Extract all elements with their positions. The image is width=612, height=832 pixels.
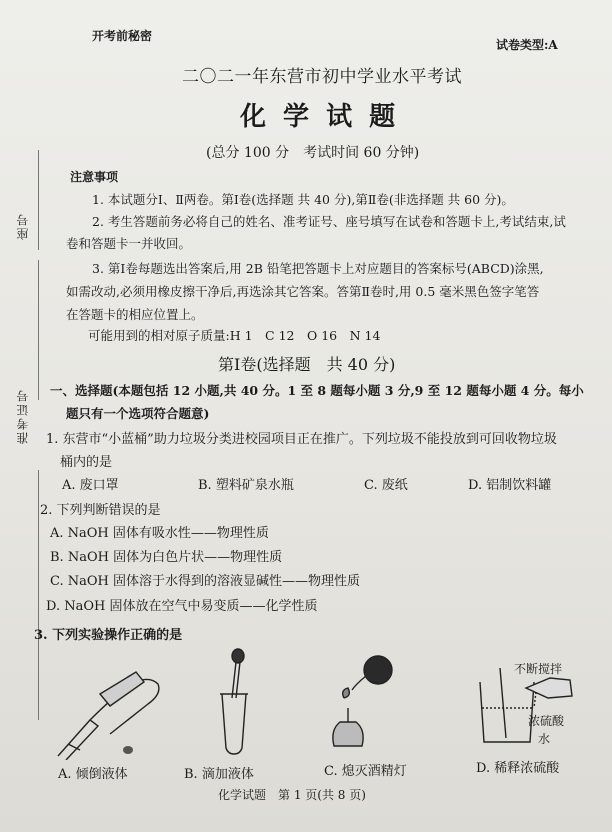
label-water: 水 <box>538 732 551 746</box>
q3-option-b: B. 滴加液体 <box>184 767 254 782</box>
margin-line-bottom <box>38 470 39 720</box>
page-footer: 化学试题 第 1 页(共 8 页) <box>218 788 366 802</box>
q3-option-a: A. 倾倒液体 <box>58 767 128 782</box>
notes-heading: 注意事项 <box>70 170 119 184</box>
note-3-line2: 如需改动,必须用橡皮擦干净后,再选涂其它答案。答第Ⅱ卷时,用 0.5 毫米黑色签字笔答 <box>66 284 540 299</box>
note-1: 1. 本试题分Ⅰ、Ⅱ两卷。第Ⅰ卷(选择题 共 40 分),第Ⅱ卷(非选择题 共 60 分)。 <box>92 192 514 207</box>
figure-dropping-liquid <box>200 648 270 758</box>
q1-stem-line1: 1. 东营市“小蓝桶”助力垃圾分类进校园项目正在推广。下列垃圾不能投放到可回收物垃圾 <box>46 432 557 447</box>
section-title: 第Ⅰ卷(选择题 共 40 分) <box>218 355 396 374</box>
label-concentrated-acid: 浓硫酸 <box>528 714 565 728</box>
figure-dilute-acid <box>470 668 580 748</box>
note-3-line3: 在答题卡的相应位置上。 <box>66 307 204 322</box>
section-intro-line1: 一、选择题(本题包括 12 小题,共 40 分。1 至 8 题每小题 3 分,9 至 12 题每小题 4 分。每小 <box>50 383 584 398</box>
subject-title: 化 学 试 题 <box>240 102 400 132</box>
figure-extinguish-lamp <box>326 650 406 750</box>
figure-pouring-liquid <box>40 660 170 760</box>
seat-label: 座号 <box>16 212 30 240</box>
q1-stem-line2: 桶内的是 <box>60 455 113 470</box>
q1-option-c: C. 废纸 <box>364 478 408 493</box>
section-intro-line2: 题只有一个选项符合题意) <box>66 406 210 421</box>
atomic-mass: 可能用到的相对原子质量:H 1 C 12 O 16 N 14 <box>88 328 381 343</box>
note-2-line2: 卷和答题卡一并收回。 <box>66 236 192 251</box>
q3-stem: 3. 下列实验操作正确的是 <box>34 628 183 643</box>
q2-option-d: D. NaOH 固体放在空气中易变质——化学性质 <box>46 599 318 614</box>
q1-option-d: D. 铝制饮料罐 <box>468 478 552 493</box>
q1-option-b: B. 塑料矿泉水瓶 <box>198 478 294 493</box>
score-time: (总分 100 分 考试时间 60 分钟) <box>206 145 420 161</box>
confidential-mark: 开考前秘密 <box>92 29 153 43</box>
q2-option-b: B. NaOH 固体为白色片状——物理性质 <box>50 550 283 565</box>
exam-title: 二〇二一年东营市初中学业水平考试 <box>182 67 462 87</box>
paper-type: 试卷类型:A <box>496 38 558 52</box>
q1-option-a: A. 废口罩 <box>62 478 119 493</box>
note-2-line1: 2. 考生答题前务必将自己的姓名、准考证号、座号填写在试卷和答题卡上,考试结束,试 <box>92 214 566 229</box>
q3-option-d: D. 稀释浓硫酸 <box>476 761 560 776</box>
q3-option-c: C. 熄灭酒精灯 <box>324 764 407 779</box>
label-stir: 不断搅拌 <box>514 662 563 676</box>
q2-option-a: A. NaOH 固体有吸水性——物理性质 <box>50 526 269 541</box>
margin-line-middle <box>38 260 39 400</box>
note-3-line1: 3. 第Ⅰ卷每题选出答案后,用 2B 铅笔把答题卡上对应题目的答案标号(ABCD)涂黑, <box>92 261 544 276</box>
q2-stem: 2. 下列判断错误的是 <box>40 503 161 518</box>
q2-option-c: C. NaOH 固体溶于水得到的溶液显碱性——物理性质 <box>50 574 361 589</box>
margin-line-top <box>38 150 39 250</box>
ticket-number-label: 准考证号 <box>16 388 30 444</box>
